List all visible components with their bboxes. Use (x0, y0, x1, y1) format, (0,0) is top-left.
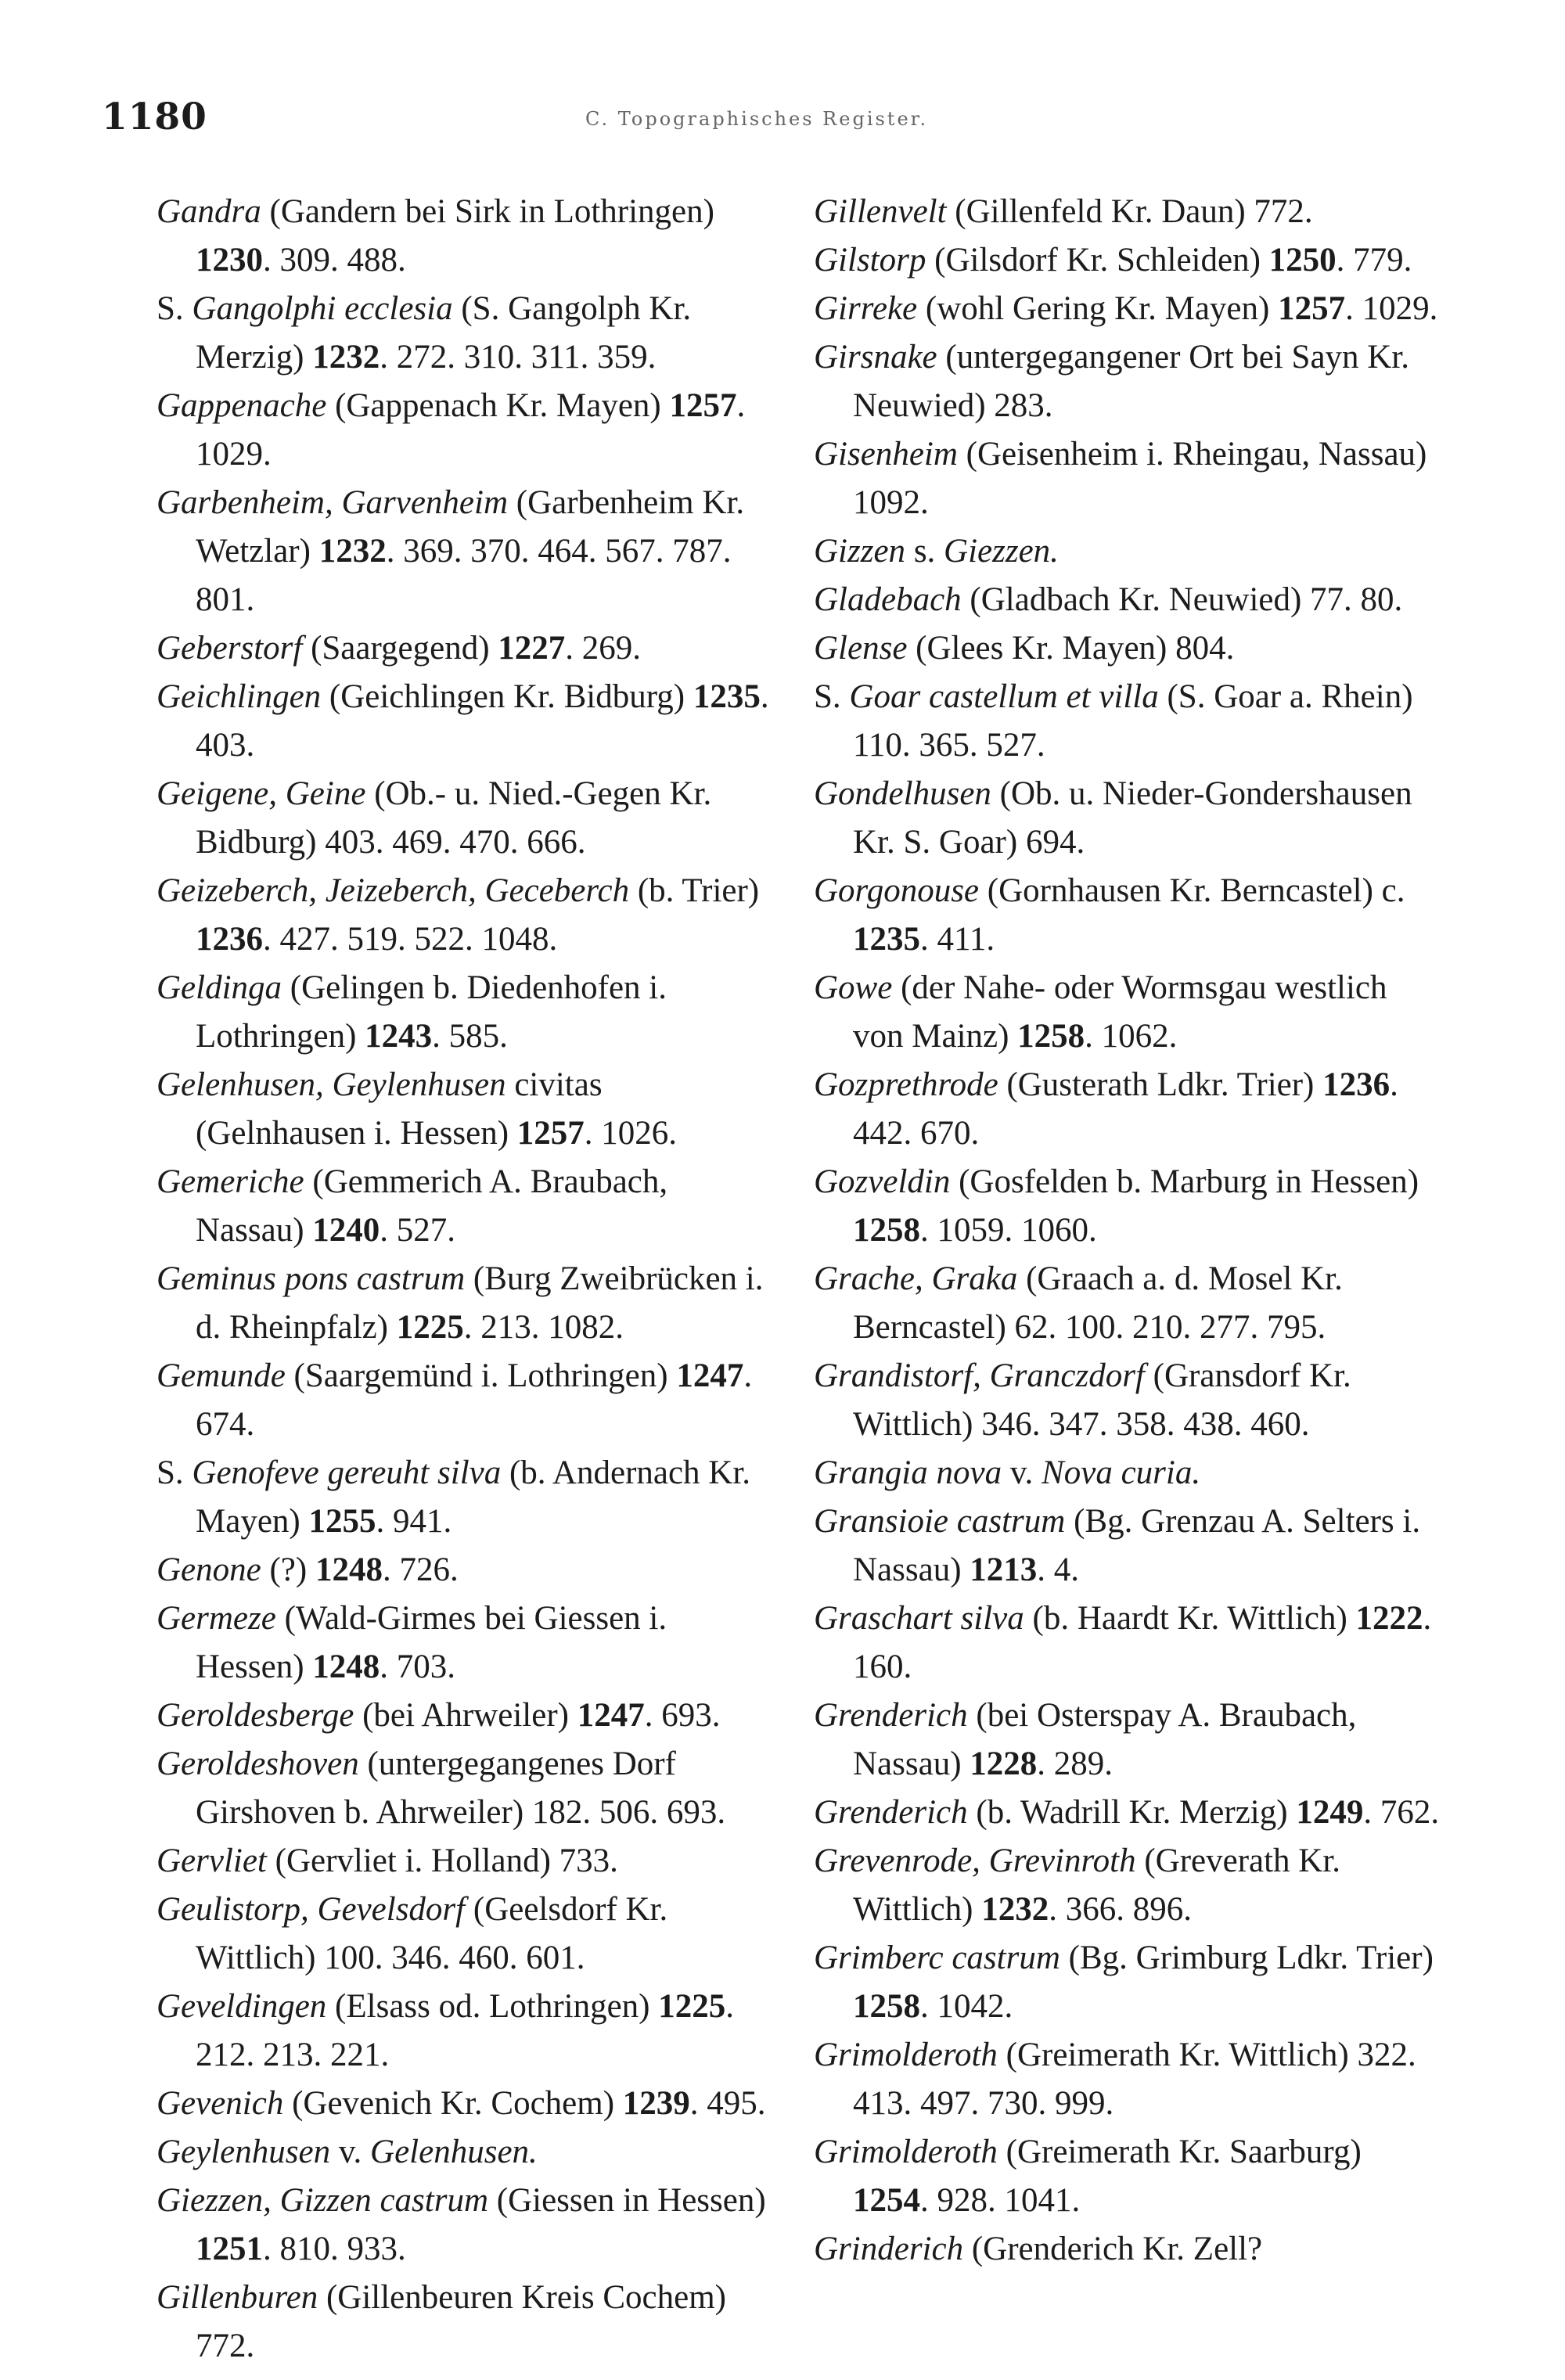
place-name: Gransioie castrum (814, 1503, 1066, 1540)
entry-year: 1255 (308, 1503, 376, 1540)
place-name: Gladebach (814, 581, 962, 618)
entry-pages: . 309. 488. (263, 242, 406, 279)
register-entry (156, 1837, 775, 1886)
register-entry (814, 624, 1444, 673)
entry-pages: . 4. (1037, 1551, 1080, 1588)
entry-description: (untergegangener Ort bei Sayn Kr. Neuwied) 283. (853, 339, 1410, 424)
entry-pages: . 369. 370. 464. 567. 787. 801. (196, 533, 732, 618)
entry-description: (Ob.- u. Nied.-Gegen Kr. Bidburg) 403. 469. 470. 666. (196, 775, 712, 861)
register-entry (156, 1886, 775, 1983)
register-entry (814, 430, 1444, 527)
place-name: Gillenburen (156, 2279, 318, 2316)
register-entry (814, 2128, 1444, 2225)
entry-description: v. (1002, 1454, 1042, 1491)
place-name: Geroldeshoven (156, 1745, 359, 1782)
place-name: Genone (156, 1551, 261, 1588)
entry-pages: . 1062. (1085, 1018, 1178, 1055)
place-name: Grinderich (814, 2231, 964, 2267)
place-name: Grenderich (814, 1794, 968, 1831)
register-entry (814, 285, 1444, 333)
cross-reference: Giezzen. (944, 533, 1059, 570)
entry-description: (der Nahe- oder Wormsgau westlich von Mainz) (853, 969, 1387, 1055)
entry-year: 1225 (658, 1988, 726, 2025)
entry-pages: . 810. 933. (263, 2231, 406, 2267)
entry-year: 1258 (853, 1988, 920, 2025)
entry-description: civitas (Gelnhausen i. Hessen) (196, 1066, 603, 1152)
entry-year: 1240 (312, 1212, 380, 1249)
entry-pages: . 289. (1037, 1745, 1113, 1782)
entry-description: (Grenderich Kr. Zell? (963, 2231, 1263, 2267)
place-name: Gilstorp (814, 242, 926, 279)
cross-reference: Gelenhusen. (370, 2134, 538, 2170)
entry-description: (Greverath Kr. Wittlich) (853, 1843, 1341, 1928)
entry-description: v. (330, 2134, 371, 2170)
entry-description: (Saargegend) (302, 630, 498, 667)
place-name: Geigene, Geine (156, 775, 366, 812)
entry-year: 1232 (312, 339, 380, 376)
entry-pages: . 762. (1363, 1794, 1440, 1831)
register-entry (156, 1158, 775, 1255)
register-entry (814, 770, 1444, 867)
entry-pages: . 928. 1041. (920, 2182, 1081, 2219)
entry-pages: . 779. (1336, 242, 1412, 279)
entry-pages: . 527. (380, 1212, 456, 1249)
page-number: 1180 (102, 95, 207, 138)
entry-description: (Gransdorf Kr. Wittlich) 346. 347. 358. 438. 460. (853, 1357, 1351, 1443)
register-entry (814, 236, 1444, 285)
place-name: Giezzen, Gizzen castrum (156, 2182, 488, 2219)
entry-pages: . 1059. 1060. (920, 1212, 1097, 1249)
register-entry (156, 624, 775, 673)
entry-description: (Bg. Grimburg Ldkr. Trier) (1060, 1940, 1434, 1976)
entry-description: (Giessen in Hessen) (488, 2182, 766, 2219)
entry-description: (Burg Zweibrücken i. d. Rheinpfalz) (196, 1260, 764, 1346)
register-entry (156, 1740, 775, 1837)
entry-year: 1225 (396, 1309, 464, 1346)
entry-year: 1257 (516, 1115, 585, 1152)
entry-description: (Gornhausen Kr. Berncastel) c. (979, 872, 1405, 909)
place-name: Gozprethrode (814, 1066, 998, 1103)
entry-description: (Graach a. d. Mosel Kr. Berncastel) 62. 100. 210. 277. 795. (853, 1260, 1343, 1346)
place-name: Geichlingen (156, 678, 322, 715)
entry-year: 1258 (853, 1212, 920, 1249)
register-entry (814, 2225, 1444, 2274)
entry-description: (Gappenach Kr. Mayen) (326, 387, 670, 424)
place-name: Geylenhusen (156, 2134, 331, 2170)
entry-year: 1232 (318, 533, 387, 570)
register-entry (156, 1061, 775, 1158)
entry-year: 1228 (970, 1745, 1038, 1782)
entry-description: (b. Andernach Kr. Mayen) (196, 1454, 751, 1540)
entry-description: (Gelingen b. Diedenhofen i. Lothringen) (196, 969, 667, 1055)
entry-description: (b. Haardt Kr. Wittlich) (1024, 1600, 1356, 1637)
entry-description: (Greimerath Kr. Saarburg) (997, 2134, 1362, 2170)
entry-description: (Gillenfeld Kr. Daun) 772. (946, 193, 1313, 230)
place-name: Genofeve gereuht silva (192, 1454, 502, 1491)
register-entry (156, 2128, 775, 2177)
entry-prefix: S. (156, 1454, 192, 1491)
register-entry (156, 2080, 775, 2128)
place-name: Garbenheim, Garvenheim (156, 484, 509, 521)
entry-year: 1236 (1322, 1066, 1391, 1103)
register-entry (814, 1497, 1444, 1594)
register-entry (156, 964, 775, 1061)
entry-year: 1227 (498, 630, 566, 667)
register-entry (814, 2031, 1444, 2128)
register-entry (814, 1934, 1444, 2031)
entry-description: (Saargemünd i. Lothringen) (285, 1357, 677, 1394)
register-entry (156, 1594, 775, 1692)
register-entry (156, 1546, 775, 1594)
entry-description: (?) (261, 1551, 315, 1588)
register-entry (814, 1352, 1444, 1449)
register-entry (156, 2274, 775, 2371)
entry-description: (Gandern bei Sirk in Lothringen) (261, 193, 714, 230)
place-name: Grimberc castrum (814, 1940, 1060, 1976)
left-column (156, 188, 775, 2371)
place-name: Gillenvelt (814, 193, 947, 230)
place-name: Gozveldin (814, 1163, 951, 1200)
entry-year: 1250 (1268, 242, 1337, 279)
entry-pages: . 585. (432, 1018, 508, 1055)
place-name: Glense (814, 630, 908, 667)
entry-year: 1236 (196, 921, 263, 958)
register-entry (814, 1158, 1444, 1255)
entry-year: 1247 (676, 1357, 744, 1394)
place-name: Grimolderoth (814, 2134, 998, 2170)
entry-pages: . 1029. (196, 387, 746, 473)
register-entry (156, 188, 775, 285)
entry-description: (Gemmerich A. Braubach, Nassau) (196, 1163, 668, 1249)
place-name: Geldinga (156, 969, 282, 1006)
place-name: Gondelhusen (814, 775, 991, 812)
place-name: Grenderich (814, 1697, 968, 1734)
place-name: Geulistorp, Gevelsdorf (156, 1891, 466, 1928)
entry-year: 1257 (1278, 290, 1346, 327)
entry-prefix: S. (814, 678, 850, 715)
right-column (814, 188, 1444, 2274)
entry-pages: . 1042. (920, 1988, 1013, 2025)
place-name: Girsnake (814, 339, 937, 376)
entry-pages: . 1026. (584, 1115, 678, 1152)
entry-year: 1232 (981, 1891, 1049, 1928)
entry-description: (Gusterath Ldkr. Trier) (998, 1066, 1323, 1103)
place-name: Grangia nova (814, 1454, 1002, 1491)
register-entry (156, 285, 775, 382)
entry-pages: . 693. (644, 1697, 721, 1734)
entry-pages: . 269. (565, 630, 642, 667)
register-entry (814, 527, 1444, 576)
entry-description: (bei Ahrweiler) (354, 1697, 577, 1734)
entry-year: 1257 (669, 387, 737, 424)
entry-year: 1249 (1296, 1794, 1364, 1831)
register-entry (814, 576, 1444, 624)
place-name: Gangolphi ecclesia (192, 290, 453, 327)
entry-pages: . 427. 519. 522. 1048. (263, 921, 558, 958)
entry-description: (Wald-Girmes bei Giessen i. Hessen) (196, 1600, 667, 1685)
register-entry (156, 2177, 775, 2274)
entry-pages: . 1029. (1345, 290, 1438, 327)
entry-description: (Gilsdorf Kr. Schleiden) (926, 242, 1269, 279)
page-header (0, 95, 1565, 142)
register-entry (814, 964, 1444, 1061)
register-entry (814, 673, 1444, 770)
register-entry (156, 1692, 775, 1740)
entry-description: (S. Gangolph Kr. Merzig) (196, 290, 692, 376)
register-entry (156, 1255, 775, 1352)
entry-description: (Geisenheim i. Rheingau, Nassau) 1092. (853, 436, 1427, 521)
entry-prefix: S. (156, 290, 192, 327)
register-entry (814, 1449, 1444, 1497)
place-name: Gisenheim (814, 436, 958, 473)
place-name: Grimolderoth (814, 2037, 998, 2073)
register-entry (156, 1352, 775, 1449)
place-name: Geizeberch, Jeizeberch, Geceberch (156, 872, 630, 909)
entry-description: (Geichlingen Kr. Bidburg) (321, 678, 693, 715)
place-name: Gappenache (156, 387, 327, 424)
register-entry (814, 867, 1444, 964)
entry-year: 1258 (1017, 1018, 1085, 1055)
entry-description: (Garbenheim Kr. Wetzlar) (196, 484, 745, 570)
entry-year: 1235 (853, 921, 920, 958)
entry-pages: . 160. (853, 1600, 1432, 1685)
place-name: Geroldesberge (156, 1697, 354, 1734)
entry-year: 1248 (315, 1551, 383, 1588)
entry-description: (Glees Kr. Mayen) 804. (907, 630, 1235, 667)
register-entry (814, 1255, 1444, 1352)
entry-year: 1213 (970, 1551, 1038, 1588)
entry-pages: . 403. (196, 678, 769, 764)
entry-description: (bei Osterspay A. Braubach, Nassau) (853, 1697, 1357, 1782)
entry-pages: . 366. 896. (1049, 1891, 1193, 1928)
entry-pages: . 726. (382, 1551, 459, 1588)
cross-reference: Nova curia. (1042, 1454, 1201, 1491)
entry-description: s. (905, 533, 944, 570)
entry-description: (Geelsdorf Kr. Wittlich) 100. 346. 460. 601. (196, 1891, 668, 1976)
entry-year: 1239 (622, 2085, 690, 2122)
entry-year: 1248 (312, 1648, 380, 1685)
entry-description: (Gevenich Kr. Cochem) (283, 2085, 623, 2122)
place-name: Geminus pons castrum (156, 1260, 466, 1297)
entry-pages: . 272. 310. 311. 359. (380, 339, 657, 376)
place-name: Gevenich (156, 2085, 284, 2122)
register-entry (156, 1449, 775, 1546)
entry-pages: . 212. 213. 221. (196, 1988, 734, 2073)
entry-description: (b. Trier) (629, 872, 760, 909)
register-entry (814, 1837, 1444, 1934)
register-entry (156, 867, 775, 964)
place-name: Gervliet (156, 1843, 267, 1879)
running-title: C. Topographisches Register. (585, 108, 929, 130)
register-entry (814, 1061, 1444, 1158)
register-entry (156, 770, 775, 867)
entry-year: 1243 (365, 1018, 433, 1055)
register-entry (156, 1983, 775, 2080)
place-name: Goar castellum et villa (849, 678, 1159, 715)
entry-pages: . 703. (380, 1648, 456, 1685)
entry-year: 1222 (1355, 1600, 1423, 1637)
entry-description: (Greimerath Kr. Wittlich) 322. 413. 497. 730. 999. (853, 2037, 1416, 2122)
place-name: Girreke (814, 290, 918, 327)
entry-description: (b. Wadrill Kr. Merzig) (967, 1794, 1297, 1831)
entry-pages: . 442. 670. (853, 1066, 1398, 1152)
entry-description: (Bg. Grenzau A. Selters i. Nassau) (853, 1503, 1421, 1588)
register-entry (814, 1594, 1444, 1692)
entry-pages: . 213. 1082. (463, 1309, 624, 1346)
entry-year: 1254 (853, 2182, 920, 2219)
place-name: Gizzen (814, 533, 906, 570)
entry-description: (Gosfelden b. Marburg in Hessen) (950, 1163, 1419, 1200)
entry-description: (wohl Gering Kr. Mayen) (917, 290, 1279, 327)
entry-year: 1247 (577, 1697, 645, 1734)
place-name: Geberstorf (156, 630, 303, 667)
entry-description: (Gillenbeuren Kreis Cochem) 772. (196, 2279, 726, 2364)
entry-pages: . 495. (689, 2085, 766, 2122)
entry-description: (Ob. u. Nieder-Gondershausen Kr. S. Goar) 694. (853, 775, 1412, 861)
place-name: Gemunde (156, 1357, 286, 1394)
place-name: Gandra (156, 193, 261, 230)
register-entry (814, 1692, 1444, 1789)
register-entry (814, 1789, 1444, 1837)
entry-pages: . 411. (920, 921, 995, 958)
entry-description: (Gervliet i. Holland) 733. (266, 1843, 618, 1879)
place-name: Gowe (814, 969, 893, 1006)
register-entry (156, 479, 775, 624)
entry-description: (untergegangenes Dorf Girshoven b. Ahrweiler) 182. 506. 693. (196, 1745, 726, 1831)
place-name: Germeze (156, 1600, 276, 1637)
entry-description: (Elsass od. Lothringen) (326, 1988, 659, 2025)
register-entry (156, 673, 775, 770)
place-name: Grache, Graka (814, 1260, 1018, 1297)
entry-year: 1251 (196, 2231, 263, 2267)
register-entry (156, 382, 775, 479)
register-entry (814, 188, 1444, 236)
register-entry (814, 333, 1444, 430)
entry-year: 1235 (693, 678, 761, 715)
place-name: Gelenhusen, Geylenhusen (156, 1066, 506, 1103)
place-name: Grandistorf, Granczdorf (814, 1357, 1145, 1394)
entry-pages: . 674. (196, 1357, 753, 1443)
entry-pages: . 941. (376, 1503, 452, 1540)
entry-description: (Gladbach Kr. Neuwied) 77. 80. (961, 581, 1403, 618)
place-name: Gorgonouse (814, 872, 980, 909)
place-name: Grevenrode, Grevinroth (814, 1843, 1136, 1879)
entry-description: (S. Goar a. Rhein) 110. 365. 527. (853, 678, 1413, 764)
place-name: Graschart silva (814, 1600, 1024, 1637)
place-name: Geveldingen (156, 1988, 327, 2025)
place-name: Gemeriche (156, 1163, 304, 1200)
entry-year: 1230 (196, 242, 263, 279)
